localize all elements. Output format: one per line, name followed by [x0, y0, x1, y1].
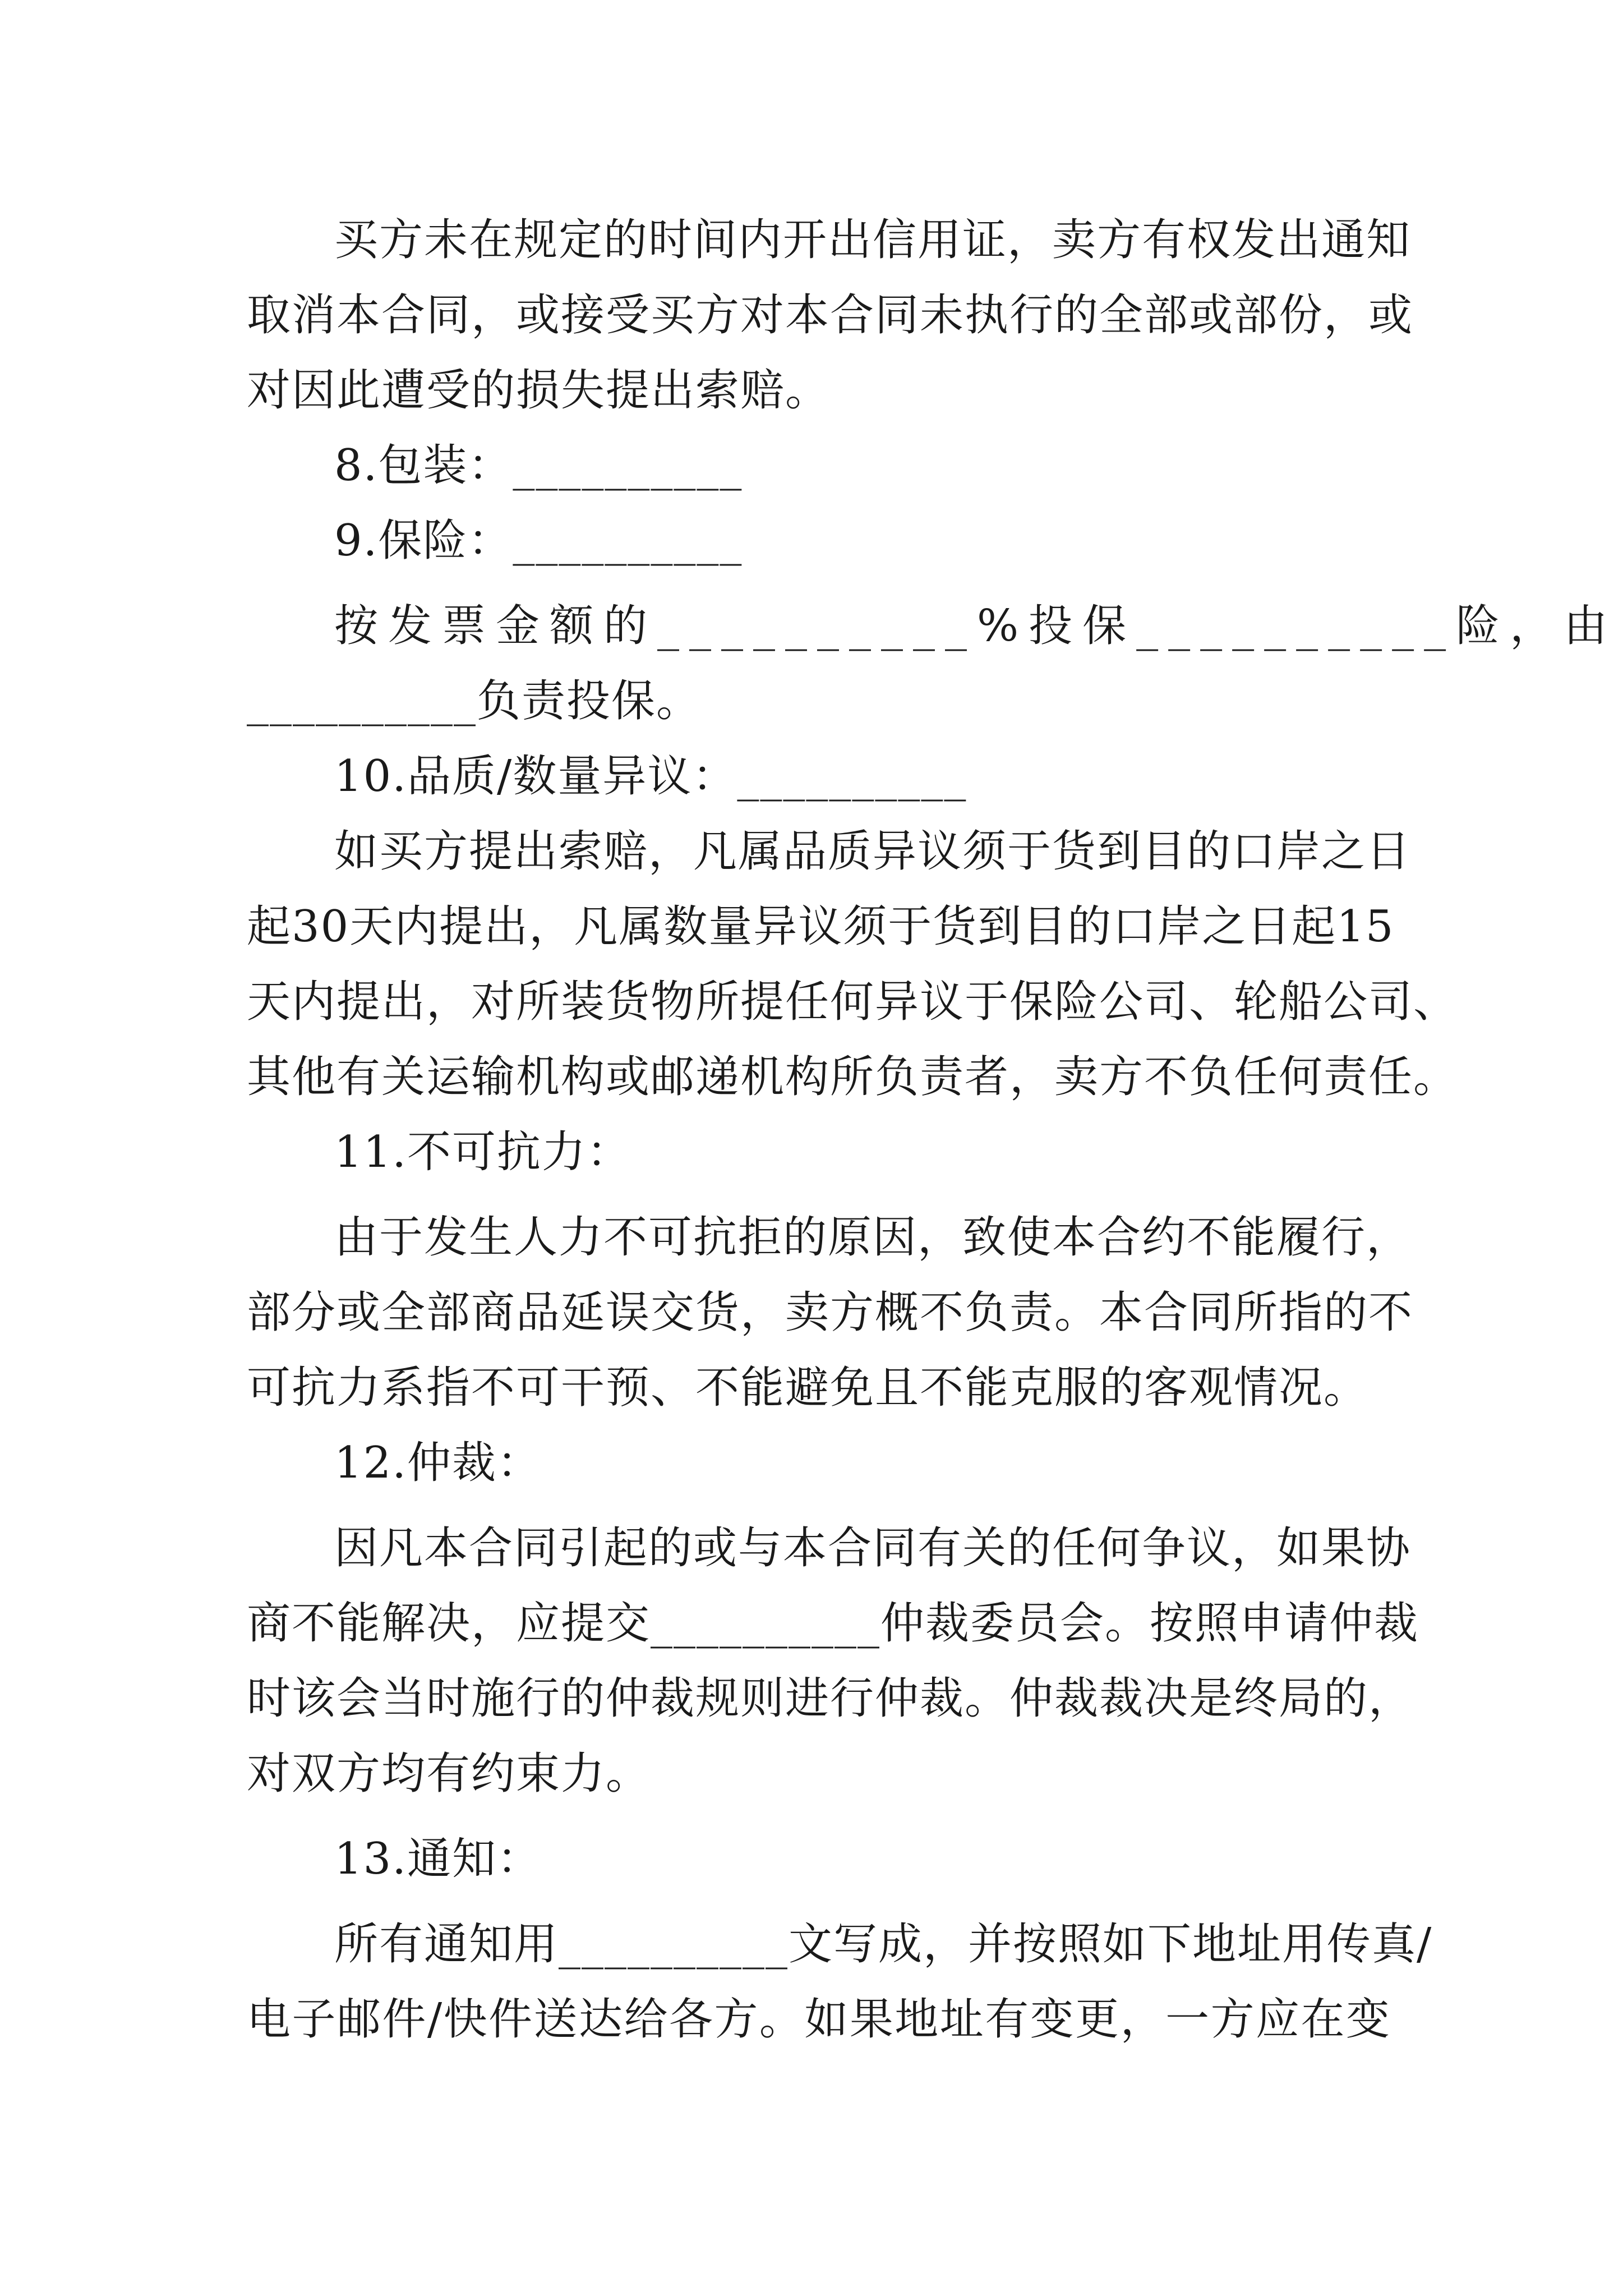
paragraph-line: 电子邮件/快件送达给各方。如果地址有变更，一方应在变	[247, 1994, 1391, 2045]
paragraph-line: 部分或全部商品延误交货，卖方概不负责。本合同所指的不	[247, 1287, 1414, 1338]
clause-heading-arbitration: 12.仲裁：	[334, 1438, 542, 1488]
paragraph-line: 按发票金额的__________%投保__________险，由	[334, 601, 1618, 651]
clause-heading-force-majeure: 11.不可抗力：	[334, 1127, 632, 1177]
clause-heading-quality-quantity: 10.品质/数量异议：__________	[334, 751, 967, 802]
paragraph-line: 由于发生人力不可抗拒的原因，致使本合约不能履行，	[334, 1212, 1412, 1263]
clause-heading-insurance: 9.保险：__________	[334, 516, 743, 566]
clause-heading-packing: 8.包装：__________	[334, 440, 743, 491]
paragraph-line: 买方未在规定的时间内开出信用证，卖方有权发出通知	[334, 215, 1412, 265]
clause-heading-notices: 13.通知：	[334, 1834, 542, 1884]
paragraph-line: 起30天内提出，凡属数量异议须于货到目的口岸之日起15	[247, 901, 1395, 952]
paragraph-line: 其他有关运输机构或邮递机构所负责者，卖方不负任何责任。	[247, 1052, 1459, 1102]
paragraph-line: 对双方均有约束力。	[247, 1749, 651, 1799]
paragraph-line: 天内提出，对所装货物所提任何异议于保险公司、轮船公司、	[247, 977, 1459, 1027]
paragraph-line: 商不能解决，应提交__________仲裁委员会。按照申请仲裁	[247, 1598, 1419, 1649]
paragraph-line: 所有通知用__________文写成，并按照如下地址用传真/	[334, 1919, 1433, 1970]
paragraph-line: 取消本合同，或接受买方对本合同未执行的全部或部份，或	[247, 290, 1414, 341]
paragraph-line: 如买方提出索赔，凡属品质异议须于货到目的口岸之日	[334, 826, 1412, 877]
paragraph-line: 可抗力系指不可干预、不能避免且不能克服的客观情况。	[247, 1363, 1369, 1413]
paragraph-line: __________负责投保。	[247, 676, 702, 726]
paragraph-line: 时该会当时施行的仲裁规则进行仲裁。仲裁裁决是终局的，	[247, 1673, 1414, 1724]
paragraph-line: 因凡本合同引起的或与本合同有关的任何争议，如果协	[334, 1523, 1412, 1573]
paragraph-line: 对因此遭受的损失提出索赔。	[247, 365, 831, 416]
